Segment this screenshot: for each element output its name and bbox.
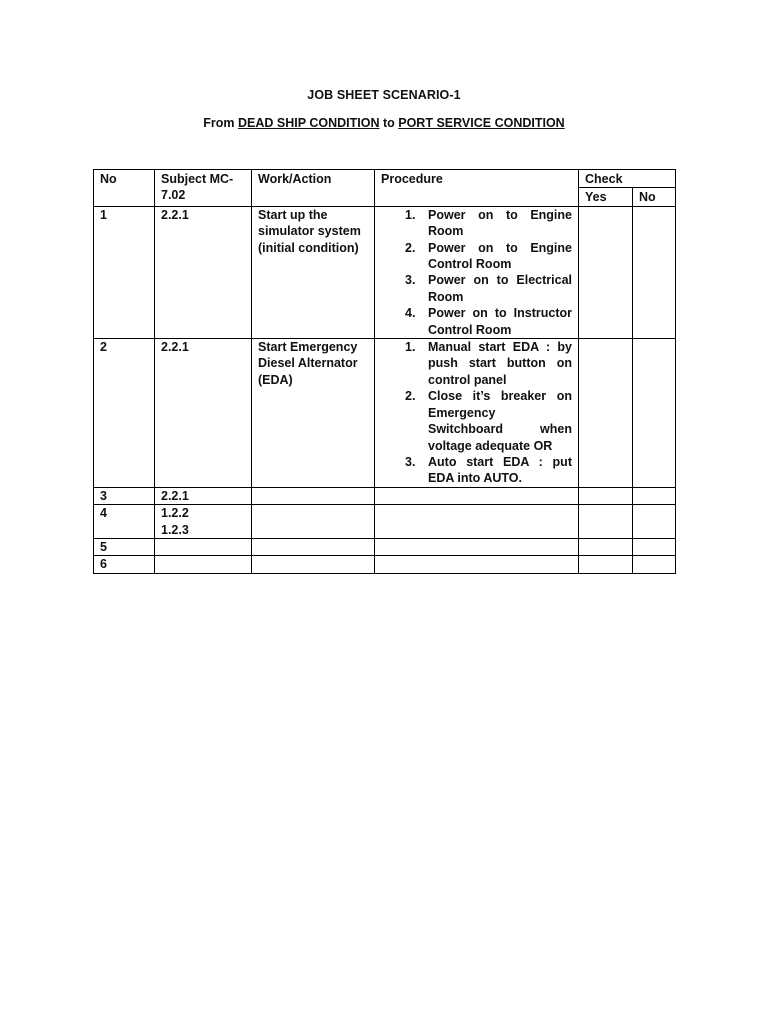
table-row: [94, 339, 676, 488]
cell-procedure: [375, 556, 579, 573]
cell-check-yes: [579, 206, 633, 338]
cell-subject: [155, 556, 252, 573]
cell-work-action: Start up the simulator system (initial condition): [252, 206, 375, 338]
header-subject: Subject MC-7.02: [155, 170, 252, 207]
cell-check-no: [633, 487, 676, 504]
cell-check-yes: [579, 556, 633, 573]
cell-procedure: [375, 206, 579, 338]
page-title: JOB SHEET SCENARIO-1: [307, 88, 461, 102]
cell-no: 5: [94, 538, 155, 555]
cell-check-no: [633, 556, 676, 573]
step-text: Auto start EDA : put EDA into AUTO.: [428, 454, 572, 486]
to-condition: PORT SERVICE CONDITION: [398, 116, 565, 130]
cell-subject: [155, 206, 252, 338]
step-text: Power on to Engine Room: [428, 207, 572, 239]
header-check: Check: [579, 170, 676, 188]
step-number: 4.: [405, 306, 416, 321]
procedure-step: [381, 305, 572, 338]
step-text: Power on to Engine Control Room: [428, 240, 572, 272]
subtitle-prefix: From: [203, 116, 235, 130]
table-row: [94, 538, 676, 555]
procedure-list: [381, 207, 572, 338]
cell-work-action: [252, 505, 375, 539]
cell-subject: [155, 538, 252, 555]
cell-check-no: [633, 206, 676, 338]
procedure-step: [381, 207, 572, 240]
step-text: Power on to Instructor Control Room: [428, 306, 572, 337]
step-text: Close it’s breaker on Emergency Switchboard when voltage adequate OR: [428, 389, 572, 453]
subject-code: 2.2.1: [161, 340, 189, 355]
cell-work-action: [252, 487, 375, 504]
header-check-no: No: [633, 188, 676, 206]
cell-work-action: [252, 556, 375, 573]
cell-procedure: [375, 538, 579, 555]
step-number: 1.: [405, 207, 416, 222]
header-check-yes: Yes: [579, 188, 633, 206]
header-procedure: Procedure: [375, 170, 579, 207]
table-row: [94, 505, 676, 539]
step-text: Power on to Electrical Room: [428, 273, 572, 304]
job-sheet-table: [93, 169, 676, 574]
page-subtitle: [0, 116, 768, 130]
subject-code: 2.2.1: [161, 488, 189, 503]
cell-check-no: [633, 339, 676, 488]
step-number: 2.: [405, 389, 416, 404]
cell-check-yes: [579, 505, 633, 539]
procedure-step: [381, 454, 572, 487]
procedure-step: [381, 388, 572, 454]
cell-no: 2: [94, 339, 155, 488]
header-no: No: [94, 170, 155, 207]
cell-subject: [155, 339, 252, 488]
table-row: [94, 206, 676, 338]
step-number: 3.: [405, 273, 416, 288]
procedure-step: [381, 339, 572, 388]
step-number: 2.: [405, 240, 416, 255]
cell-check-yes: [579, 487, 633, 504]
cell-work-action: Start Emergency Diesel Alternator (EDA): [252, 339, 375, 488]
subtitle-connector: to: [382, 116, 395, 130]
procedure-step: [381, 240, 572, 273]
cell-work-action: [252, 538, 375, 555]
step-text: Manual start EDA : by push start button on control panel: [428, 340, 572, 387]
header-row: [94, 170, 676, 188]
cell-no: 6: [94, 556, 155, 573]
step-number: 1.: [405, 340, 416, 355]
cell-subject: [155, 505, 252, 539]
cell-no: 1: [94, 206, 155, 338]
procedure-list: [381, 339, 572, 487]
cell-check-yes: [579, 538, 633, 555]
subject-code: 1.2.3: [161, 522, 189, 537]
cell-procedure: [375, 505, 579, 539]
header-work-action: Work/Action: [252, 170, 375, 207]
cell-procedure: [375, 487, 579, 504]
table-row: [94, 487, 676, 504]
step-number: 3.: [405, 454, 416, 469]
subject-code: 1.2.2: [161, 506, 189, 521]
from-condition: DEAD SHIP CONDITION: [238, 116, 380, 130]
cell-no: 3: [94, 487, 155, 504]
cell-subject: [155, 487, 252, 504]
cell-check-no: [633, 505, 676, 539]
cell-procedure: [375, 339, 579, 488]
table-row: [94, 556, 676, 573]
cell-no: 4: [94, 505, 155, 539]
procedure-step: [381, 272, 572, 305]
cell-check-no: [633, 538, 676, 555]
cell-check-yes: [579, 339, 633, 488]
subject-code: 2.2.1: [161, 207, 189, 222]
